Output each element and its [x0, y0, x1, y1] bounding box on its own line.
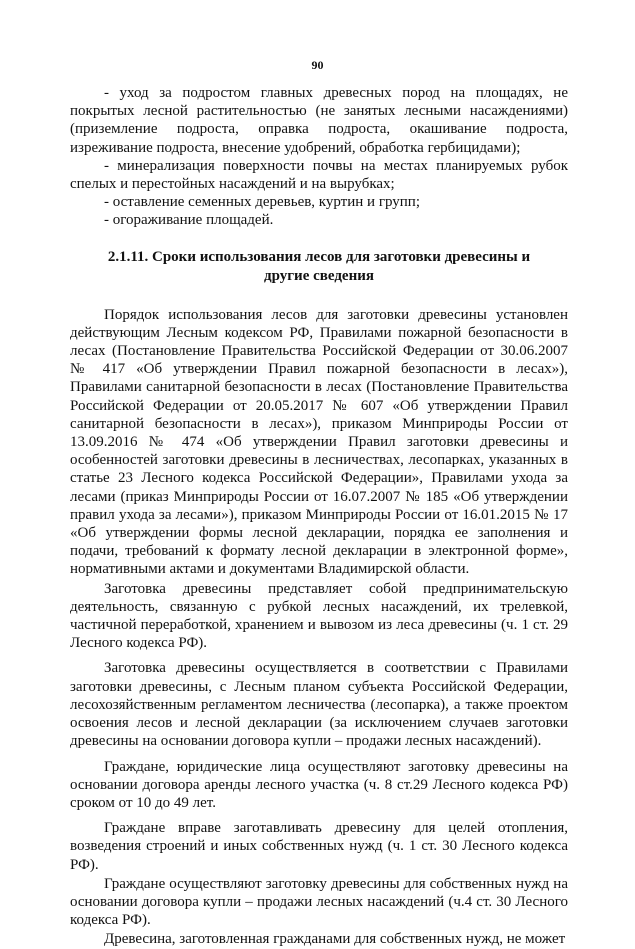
- body-paragraph: Заготовка древесины представляет собой предпринимательскую деятельность, связанную с рубкой лесных насаждений, их трелевкой, частичной переработкой, хранением и вывозом из леса древесины (ч. 1 ст. 29 Лесного кодекса РФ).: [70, 580, 568, 652]
- page-body: [70, 84, 568, 949]
- list-item: - оставление семенных деревьев, куртин и групп;: [104, 194, 420, 211]
- list-item: - уход за подростом главных древесных пород на площадях, не покрытых лесной растительностью (не занятых лесными насаждениями) (приземление подроста, оправка подроста, окашивание подроста, изреживание подроста, внесение удобрений, обработка гербицидами);: [70, 85, 568, 156]
- section-heading: 2.1.11. Сроки использования лесов для заготовки древесины и другие сведения: [107, 248, 531, 284]
- body-paragraph: Граждане, юридические лица осуществляют заготовку древесины на основании договора аренды лесного участка (ч. 8 ст.29 Лесного кодекса РФ) сроком от 10 до 49 лет.: [70, 758, 568, 811]
- list-item: - огораживание площадей.: [104, 212, 274, 229]
- list-item: - минерализация поверхности почвы на местах планируемых рубок спелых и перестойных насаждений и на вырубках;: [70, 157, 568, 193]
- body-paragraph: Порядок использования лесов для заготовки древесины установлен действующим Лесным кодексом РФ, Правилами пожарной безопасности в лесах (Постановление Правительства Российской Федерации от 30.06.2007 № 417 «Об утверждении Правил пожарной безопасности в лесах»), Правилами санитарной безопасности в лесах (Постановление Правительства Российской Федерации от 20.05.2017 № 607 «Об утверждении Правил санитарной безопасности в лесах»), приказом Минприроды России от 13.09.2016 № 474 «Об утверждении Правил заготовки древесины и особенностей заготовки древесины в лесничествах, лесопарках, указанных в статье 23 Лесного кодекса Российской Федерации», Правилами ухода за лесами (приказ Минприроды России от 16.07.2007 № 185 «Об утверждении правил ухода за лесами»), приказом Минприроды России от 16.01.2015 № 17 «Об утверждении формы лесной декларации, порядка ее заполнения и подачи, требований к формату лесной декларации в электронной форме», нормативными актами и документами Владимирской области.: [70, 306, 568, 578]
- body-paragraph: Граждане вправе заготавливать древесину для целей отопления, возведения строений и иных собственных нужд (ч. 1 ст. 30 Лесного кодекса РФ).: [70, 820, 568, 873]
- page-number: 90: [311, 58, 324, 72]
- body-paragraph: Заготовка древесины осуществляется в соответствии с Правилами заготовки древесины, с Лесным планом субъекта Российской Федерации, лесохозяйственным регламентом лесничества (лесопарка), а также проектом освоения лесов и лесной декларации (за исключением случаев заготовки древесины на основании договора купли – продажи лесных насаждений).: [70, 660, 568, 750]
- body-paragraph: Граждане осуществляют заготовку древесины для собственных нужд на основании договора купли – продажи лесных насаждений (ч.4 ст. 30 Лесного кодекса РФ).: [70, 875, 568, 929]
- body-paragraph: Древесина, заготовленная гражданами для собственных нужд, не может: [104, 931, 566, 948]
